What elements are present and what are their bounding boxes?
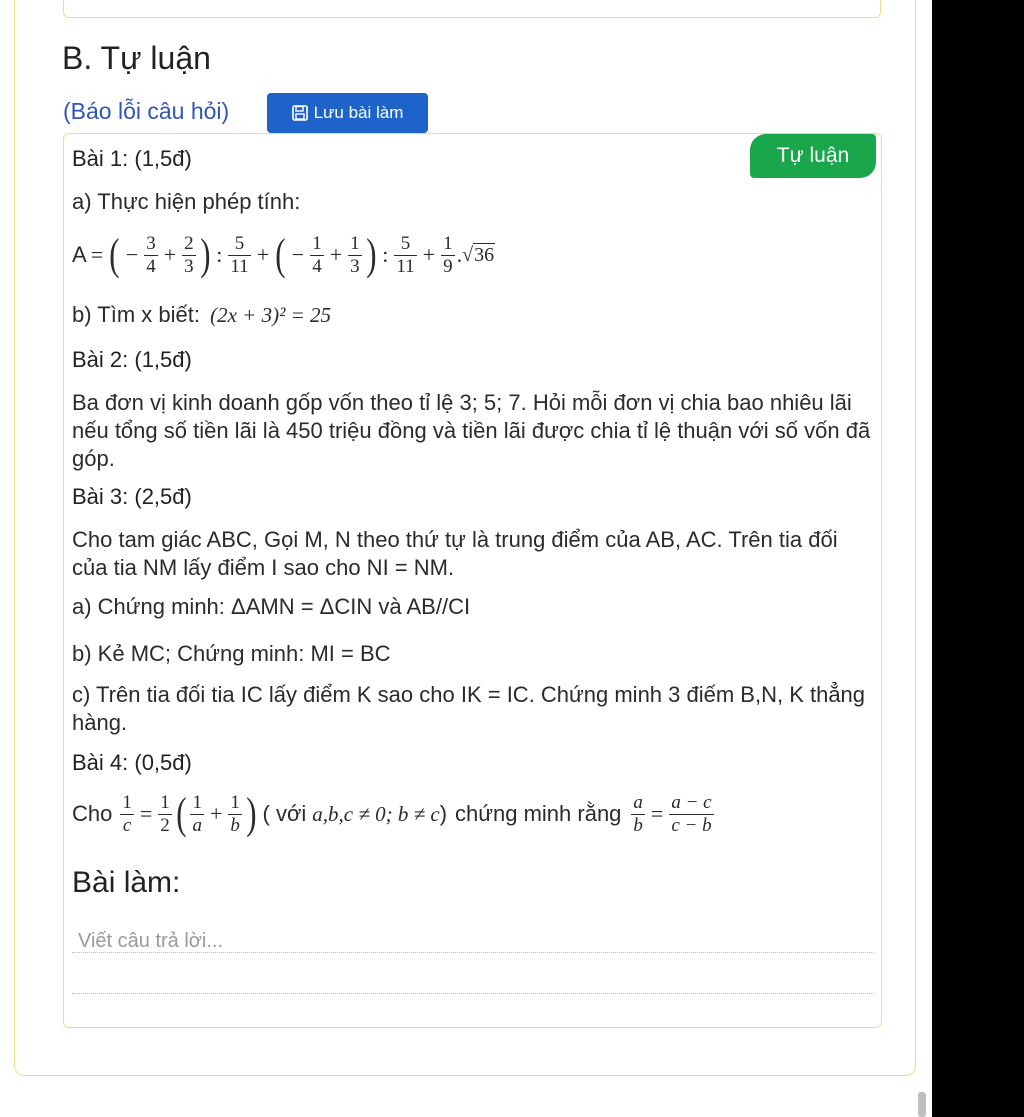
- section-title: B. Tự luận: [62, 40, 211, 76]
- save-answer-label: Lưu bài làm: [313, 103, 404, 122]
- question-type-badge: Tự luận: [750, 134, 876, 178]
- floppy-disk-icon: [292, 105, 308, 121]
- q4-statement: Cho $\frac{1}{c}$ = $\frac{1}{2}$ ( $\frac{1}{a}$ + $\frac{1}{b}$ ) ( với a,b,c ≠ 0; b ≠ c ) chứng minh rằng $\frac{a}{b}$ = $\frac{a - c}{c - b}$: [72, 789, 712, 838]
- q2-body: Ba đơn vị kinh doanh gốp vốn theo tỉ lệ 3; 5; 7. Hỏi mỗi đơn vị chia bao nhiêu lãi nếu tổng số tiền lãi là 450 triệu đồng và tiền lãi được chia tỉ lệ thuận với số vốn đã góp.: [72, 390, 871, 471]
- q3-title: Bài 3: (2,5đ): [72, 484, 192, 509]
- scrollbar-thumb[interactable]: [918, 1092, 926, 1117]
- q1-b: [72, 302, 331, 328]
- q4-condition-prefix: ( với: [262, 801, 307, 826]
- q4-condition-suffix: ): [439, 801, 448, 826]
- q4-cho: Cho: [72, 801, 113, 826]
- answer-line: [72, 993, 874, 994]
- q2-title: Bài 2: (1,5đ): [72, 347, 192, 372]
- q1-a-expression: A = ( − $\frac{3}{4}$ + $\frac{2}{3}$ ) : $\frac{5}{11}$ + ( − $\frac{1}{4}$ + $\frac{1}{3}$ ) : $\frac{5}{11}$ + $\frac{1}{9}$ . √36: [72, 230, 495, 279]
- q1-b-label: b) Tìm x biết:: [72, 302, 200, 327]
- save-answer-button[interactable]: [267, 93, 428, 133]
- q3-body: Cho tam giác ABC, Gọi M, N theo thứ tự là trung điểm của AB, AC. Trên tia đối của tia NM lấy điểm I sao cho NI = NM.: [72, 527, 838, 580]
- q3-a: a) Chứng minh: ΔAMN = ΔCIN và AB//CI: [72, 594, 471, 619]
- report-error-link[interactable]: (Báo lỗi câu hỏi): [63, 98, 230, 124]
- q1-b-equation: (2x + 3)² = 25: [210, 303, 332, 327]
- q1-a-label: a) Thực hiện phép tính:: [72, 189, 301, 214]
- q3-c: c) Trên tia đối tia IC lấy điểm K sao cho IK = IC. Chứng minh 3 điếm B,N, K thẳng hàng.: [72, 682, 866, 735]
- answer-title: Bài làm:: [72, 866, 181, 899]
- q3-b: b) Kẻ MC; Chứng minh: MI = BC: [72, 641, 391, 666]
- q4-prove-label: chứng minh rằng: [455, 801, 622, 826]
- answer-line: [72, 952, 874, 953]
- q4-condition-math: a,b,c ≠ 0; b ≠ c: [312, 801, 440, 826]
- answer-input[interactable]: Viết câu trả lời...: [78, 930, 224, 952]
- q1-title: Bài 1: (1,5đ): [72, 146, 192, 171]
- previous-section-card: [63, 0, 881, 18]
- q4-title: Bài 4: (0,5đ): [72, 750, 192, 775]
